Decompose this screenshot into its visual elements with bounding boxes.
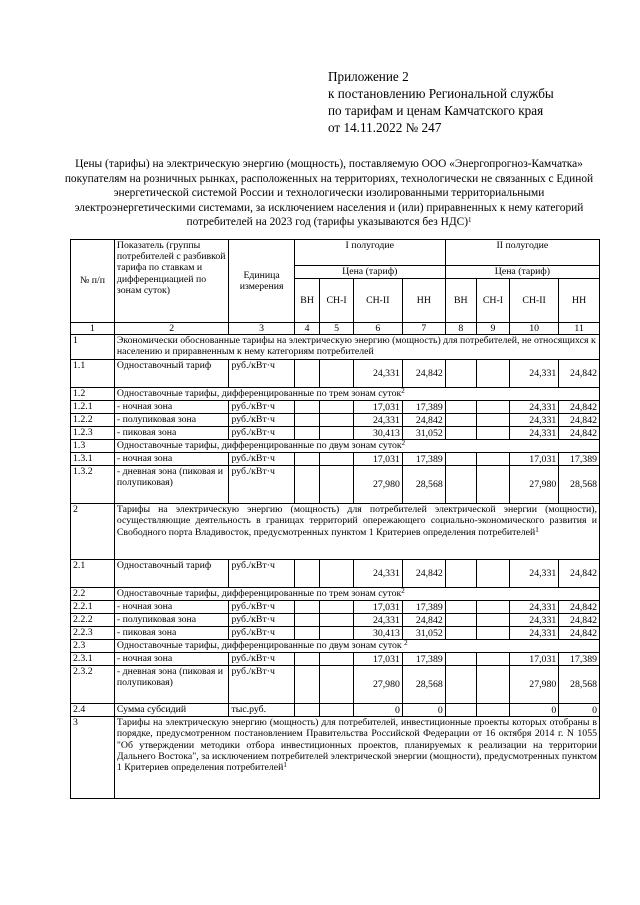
section-title (114, 717, 599, 799)
column-number: 4 (294, 323, 320, 335)
value-cell: 17,031 (510, 653, 559, 666)
value-cell: 17,031 (510, 453, 559, 466)
row-number: 3 (71, 717, 115, 799)
row-label: - пиковая зона (114, 427, 229, 440)
column-number: 6 (353, 323, 402, 335)
header-voltage: ВН (294, 279, 320, 323)
value-cell: 17,031 (353, 653, 402, 666)
value-cell: 31,052 (402, 627, 445, 640)
table-row (71, 614, 600, 627)
section-title (114, 640, 599, 653)
value-cell: 28,568 (402, 666, 445, 704)
column-number: 10 (510, 323, 559, 335)
header-voltage: СН-I (320, 279, 353, 323)
column-number: 9 (476, 323, 509, 335)
header-voltage: НН (559, 279, 600, 323)
header-half-2: II полугодие (445, 240, 599, 266)
value-cell: 24,842 (559, 601, 600, 614)
row-unit: тыс.руб. (229, 704, 294, 717)
value-cell: 17,389 (559, 653, 600, 666)
value-cell: 24,331 (510, 360, 559, 388)
appendix-line: к постановлению Региональной службы (328, 86, 554, 101)
appendix-title: Приложение 2 (328, 69, 409, 84)
footnote-mark: 2 (401, 587, 405, 596)
row-label: - ночная зона (114, 453, 229, 466)
value-cell: 24,331 (353, 360, 402, 388)
header-price-1: Цена (тариф) (294, 266, 445, 279)
row-label: - полупиковая зона (114, 414, 229, 427)
value-cell: 30,413 (353, 627, 402, 640)
row-label: Одноставочный тариф (114, 360, 229, 388)
value-cell: 27,980 (353, 466, 402, 504)
value-cell: 24,331 (510, 427, 559, 440)
value-cell: 24,842 (402, 414, 445, 427)
value-cell: 0 (353, 704, 402, 717)
section-title (114, 440, 599, 453)
footnote-mark: 1 (535, 525, 539, 534)
value-cell: 17,389 (559, 453, 600, 466)
column-number: 5 (320, 323, 353, 335)
table-row (71, 453, 600, 466)
value-cell: 24,331 (510, 627, 559, 640)
value-cell: 27,980 (353, 666, 402, 704)
value-cell: 17,389 (402, 653, 445, 666)
header-voltage: СН-II (353, 279, 402, 323)
row-number: 2 (71, 504, 115, 560)
row-number: 1.3.2 (71, 466, 115, 504)
document-heading (62, 157, 596, 230)
table-row (71, 360, 600, 388)
section-title-text: Одноставочные тарифы, дифференцированные по трем зонам суток (116, 588, 402, 600)
value-cell: 31,052 (402, 427, 445, 440)
section-row (71, 504, 600, 560)
header-price-2: Цена (тариф) (445, 266, 599, 279)
row-number: 1.2 (71, 388, 115, 401)
row-label: Одноставочный тариф (114, 560, 229, 588)
value-cell: 17,389 (402, 401, 445, 414)
row-label: - дневная зона (пиковая и полупиковая) (114, 466, 229, 504)
tariff-table (70, 239, 600, 799)
row-label: - ночная зона (114, 601, 229, 614)
value-cell: 24,842 (402, 360, 445, 388)
section-title-text: Одноставочные тарифы, дифференцированные по трем зонам суток (116, 388, 402, 400)
footnote-mark: 2 (401, 439, 406, 448)
appendix-block (328, 68, 554, 136)
column-number: 1 (71, 323, 115, 335)
column-number: 7 (402, 323, 445, 335)
column-number: 2 (114, 323, 229, 335)
table-row (71, 466, 600, 504)
header-voltage: ВН (445, 279, 476, 323)
value-cell: 17,031 (353, 453, 402, 466)
value-cell: 24,842 (559, 627, 600, 640)
value-cell: 17,389 (402, 601, 445, 614)
row-number: 1.3 (71, 440, 115, 453)
row-unit: руб./кВт·ч (229, 666, 294, 704)
row-number: 2.2 (71, 588, 115, 601)
value-cell: 24,842 (559, 401, 600, 414)
row-number: 1.2.2 (71, 414, 115, 427)
row-unit: руб./кВт·ч (229, 627, 294, 640)
header-half-1: I полугодие (294, 240, 445, 266)
row-number: 2.2.1 (71, 601, 115, 614)
row-label: - пиковая зона (114, 627, 229, 640)
value-cell: 30,413 (353, 427, 402, 440)
value-cell: 17,031 (353, 601, 402, 614)
row-unit: руб./кВт·ч (229, 614, 294, 627)
appendix-date: от 14.11.2022 № 247 (328, 120, 442, 135)
table-row (71, 427, 600, 440)
row-number: 2.3 (71, 640, 115, 653)
row-number: 2.1 (71, 560, 115, 588)
row-number: 2.2.3 (71, 627, 115, 640)
value-cell: 24,842 (559, 560, 600, 588)
row-number: 1 (71, 335, 115, 360)
value-cell: 24,842 (402, 614, 445, 627)
row-number: 2.2.2 (71, 614, 115, 627)
row-unit: руб./кВт·ч (229, 466, 294, 504)
table-row (71, 414, 600, 427)
heading-text: Цены (тарифы) на электрическую энергию (мощность), поставляемую ООО «Энергопрогноз-Камчатка» покупателям на розничных рынках, расположенных на территориях, технологически не связанных с Единой энергетической системой России и технологически изолированными территориальными электроэнергетическими системами, за исключением населения и (или) приравненных к нему категорий потребителей на 2023 год (тарифы указываются без НДС) (64, 158, 594, 228)
row-unit: руб./кВт·ч (229, 601, 294, 614)
section-title-text: Одноставочные тарифы, дифференцированные по двум зонам суток (116, 440, 402, 452)
section-title-text: Одноставочные тарифы, дифференцированные по двум зонам суток (116, 640, 402, 652)
section-row (71, 388, 600, 401)
value-cell: 24,842 (402, 560, 445, 588)
row-number: 2.4 (71, 704, 115, 717)
table-row (71, 601, 600, 614)
row-label: - дневная зона (пиковая и полупиковая) (114, 666, 229, 704)
column-number: 3 (229, 323, 294, 335)
value-cell: 24,842 (559, 427, 600, 440)
appendix-line: по тарифам и ценам Камчатского края (328, 103, 544, 118)
value-cell: 27,980 (510, 466, 559, 504)
row-number: 2.3.1 (71, 653, 115, 666)
column-number: 8 (445, 323, 476, 335)
table-row (71, 704, 600, 717)
footnote-mark: 2 (404, 639, 408, 648)
row-number: 2.3.2 (71, 666, 115, 704)
value-cell: 28,568 (402, 466, 445, 504)
footnote-mark: 1 (468, 216, 472, 224)
row-label: - полупиковая зона (114, 614, 229, 627)
table-row (71, 666, 600, 704)
value-cell: 24,331 (510, 401, 559, 414)
footnote-mark: 2 (401, 387, 405, 396)
value-cell: 0 (402, 704, 445, 717)
row-unit: руб./кВт·ч (229, 653, 294, 666)
footnote-mark: 1 (283, 761, 287, 770)
row-unit: руб./кВт·ч (229, 414, 294, 427)
value-cell: 0 (559, 704, 600, 717)
value-cell: 24,842 (559, 414, 600, 427)
row-number: 1.2.3 (71, 427, 115, 440)
section-title (114, 388, 599, 401)
value-cell: 28,568 (559, 666, 600, 704)
section-row (71, 640, 600, 653)
row-number: 1.1 (71, 360, 115, 388)
value-cell: 24,331 (510, 560, 559, 588)
section-row (71, 588, 600, 601)
section-title-text: Тарифы на электрическую энергию (мощность) для потребителей, инвестиционные проекты которых отобраны в порядке, предусмотренном постановлением Правительства Российской Федерации от 16 октября 2014 г. N 1055 "Об утверждении методики отбора инвестиционных проектов, планируемых к реализации на территории Дальнего Востока", за исключением потребителей электрической энергии (мощности), предусмотренных пунктом 1 Критериев определения потребителей (116, 717, 597, 774)
row-label: Сумма субсидий (114, 704, 229, 717)
value-cell: 0 (510, 704, 559, 717)
value-cell: 28,568 (559, 466, 600, 504)
header-voltage: СН-I (476, 279, 509, 323)
section-title: Экономически обоснованные тарифы на электрическую энергию (мощность) для потребителей, не относящихся к населению и приравненным к нему категориям потребителей (114, 335, 599, 360)
value-cell: 24,331 (510, 601, 559, 614)
row-unit: руб./кВт·ч (229, 560, 294, 588)
section-row (71, 335, 600, 360)
row-unit: руб./кВт·ч (229, 401, 294, 414)
table-row (71, 560, 600, 588)
value-cell: 24,842 (559, 360, 600, 388)
value-cell: 17,031 (353, 401, 402, 414)
value-cell: 24,331 (353, 560, 402, 588)
row-unit: руб./кВт·ч (229, 453, 294, 466)
header-indicator: Показатель (группы потребителей с разбивкой тарифа по ставкам и дифференциацией по зонам суток) (114, 240, 229, 323)
table-row (71, 653, 600, 666)
row-unit: руб./кВт·ч (229, 360, 294, 388)
section-row (71, 440, 600, 453)
value-cell: 24,331 (510, 614, 559, 627)
header-voltage: НН (402, 279, 445, 323)
header-voltage: СН-II (510, 279, 559, 323)
header-number: № п/п (71, 240, 115, 323)
row-number: 1.3.1 (71, 453, 115, 466)
section-title-text: Тарифы на электрическую энергию (мощность) для потребителей электрической энергии (мощности), осуществляющие деятельность в границах территорий опережающего социально-экономического развития и Свободного порта Владивосток, предусмотренных пунктом 1 Критериев определения потребителей (116, 504, 597, 538)
row-number: 1.2.1 (71, 401, 115, 414)
table-row (71, 627, 600, 640)
section-title (114, 588, 599, 601)
table-row (71, 401, 600, 414)
section-row (71, 717, 600, 799)
section-title (114, 504, 599, 560)
value-cell: 24,331 (510, 414, 559, 427)
value-cell: 17,389 (402, 453, 445, 466)
column-number: 11 (559, 323, 600, 335)
value-cell: 24,331 (353, 614, 402, 627)
header-unit: Единица измерения (229, 240, 294, 323)
row-label: - ночная зона (114, 653, 229, 666)
value-cell: 27,980 (510, 666, 559, 704)
value-cell: 24,331 (353, 414, 402, 427)
row-unit: руб./кВт·ч (229, 427, 294, 440)
row-label: - ночная зона (114, 401, 229, 414)
value-cell: 24,842 (559, 614, 600, 627)
